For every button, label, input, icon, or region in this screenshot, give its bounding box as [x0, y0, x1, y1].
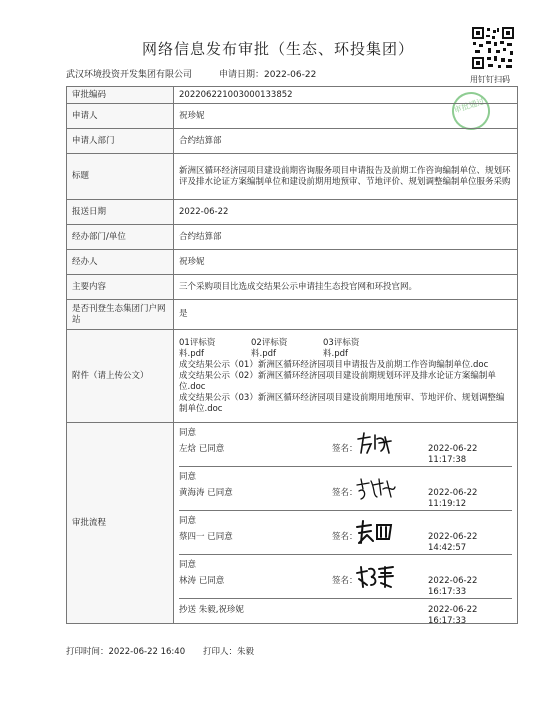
approval-action: 同意 [179, 516, 197, 526]
apply-date: 申请日期：2022-06-22 [219, 70, 317, 80]
row-handling-department [67, 225, 518, 250]
row-main-content [67, 275, 518, 300]
approver-status: 林涛 已同意 [179, 576, 225, 586]
row-label: 主要内容 [67, 275, 174, 300]
attachment-file-list [179, 338, 512, 360]
row-approval-code [67, 87, 518, 104]
row-publish-on-portal [67, 300, 518, 330]
row-value: 202206221003000133852 [174, 87, 518, 104]
row-applicant [67, 104, 518, 129]
qr-caption: 用钉钉扫码 [470, 75, 510, 84]
document-title: 网络信息发布审批（生态、环投集团） [141, 40, 414, 58]
signature-label: 签名： [332, 444, 358, 454]
approver-status: 左焓 已同意 [179, 444, 225, 454]
attachment-link[interactable]: 03评标资料.pdf [323, 337, 360, 359]
handwritten-signature [355, 563, 397, 589]
row-label: 经办部门/单位 [67, 225, 174, 250]
row-value: 祝珍妮 [174, 104, 518, 129]
row-value: 新洲区循环经济园项目建设前期咨询服务项目申请报告及前期工作咨询编制单位、规划环评及排水论证方案编制单位和建设前期用地预审、节地评价、规划调整编制单位服务采购 [174, 154, 518, 200]
print-time: 打印时间：2022-06-22 16:40 [66, 647, 186, 657]
cc-recipients: 抄送 朱毅,祝珍妮 [179, 605, 244, 615]
approval-flow-cell [174, 423, 518, 624]
approval-step [179, 555, 512, 599]
row-handler [67, 250, 518, 275]
row-title [67, 154, 518, 200]
row-attachments [67, 330, 518, 423]
approval-step [179, 467, 512, 511]
signature-label: 签名： [332, 488, 358, 498]
row-label: 是否刊登生态集团门户网站 [67, 300, 174, 330]
attachment-link[interactable]: 成交结果公示（03）新洲区循环经济园项目建设前期用地预审、节地评价、规划调整编制单位.doc [179, 392, 505, 414]
row-label: 报送日期 [67, 200, 174, 225]
approval-time: 2022-06-22 11:19:12 [428, 488, 478, 509]
approval-action: 同意 [179, 560, 197, 570]
approval-action: 同意 [179, 428, 197, 438]
handwritten-signature [355, 431, 395, 457]
signature-label: 签名： [332, 576, 358, 586]
printer-name: 打印人：朱毅 [203, 647, 255, 657]
row-value: 2022-06-22 [174, 200, 518, 225]
handwritten-signature [355, 475, 397, 501]
approver-status: 黄海涛 已同意 [179, 488, 233, 498]
attachment-link[interactable]: 01评标资料.pdf [179, 337, 216, 359]
attachment-link[interactable]: 成交结果公示（01）新洲区循环经济园项目申请报告及前期工作咨询编制单位.doc [179, 359, 489, 370]
row-value: 合约结算部 [174, 225, 518, 250]
row-value: 是 [174, 300, 518, 330]
row-label: 申请人 [67, 104, 174, 129]
company-name: 武汉环境投资开发集团有限公司 [66, 70, 193, 80]
row-label: 标题 [67, 154, 174, 200]
row-value: 合约结算部 [174, 129, 518, 154]
row-approval-flow [67, 423, 518, 624]
approval-action: 同意 [179, 472, 197, 482]
row-value: 祝珍妮 [174, 250, 518, 275]
row-submit-date [67, 200, 518, 225]
row-value: 三个采购项目比选成交结果公示申请挂生态投官网和环投官网。 [174, 275, 518, 300]
attachment-link[interactable]: 成交结果公示（02）新洲区循环经济园项目建设前期规划环评及排水论证方案编制单位.doc [179, 370, 496, 392]
row-applicant-department [67, 129, 518, 154]
row-label: 审批流程 [67, 423, 174, 624]
approved-stamp: 审批通过 [447, 87, 495, 135]
cc-row [179, 599, 512, 626]
row-label: 经办人 [67, 250, 174, 275]
row-label: 审批编码 [67, 87, 174, 104]
attachment-link[interactable]: 02评标资料.pdf [251, 337, 288, 359]
qr-code[interactable] [471, 26, 515, 70]
approval-form-table [66, 86, 518, 624]
row-label: 申请人部门 [67, 129, 174, 154]
handwritten-signature [355, 519, 395, 545]
approval-step [179, 511, 512, 555]
signature-label: 签名： [332, 532, 358, 542]
approval-time: 2022-06-22 14:42:57 [428, 532, 478, 553]
approval-time: 2022-06-22 11:17:38 [428, 444, 478, 465]
attachments-cell [174, 330, 518, 423]
approval-step [179, 423, 512, 467]
cc-time: 2022-06-22 16:17:33 [428, 605, 478, 626]
approval-time: 2022-06-22 16:17:33 [428, 576, 478, 597]
row-label: 附件（请上传公文） [67, 330, 174, 423]
approver-status: 蔡四一 已同意 [179, 532, 233, 542]
